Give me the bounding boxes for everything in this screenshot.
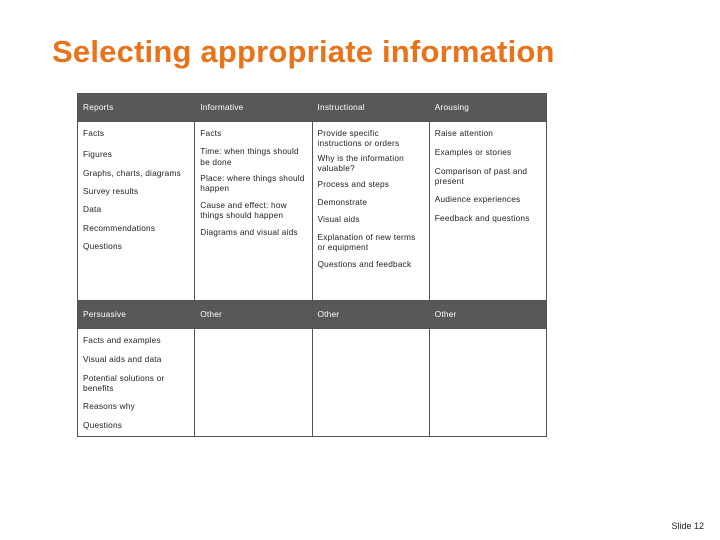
header-informative: Informative (195, 94, 312, 122)
list-item: Diagrams and visual aids (200, 226, 298, 237)
header-row-1 (78, 94, 547, 122)
list-item: Reasons why (83, 401, 136, 412)
list-item: Survey results (83, 186, 139, 197)
list-item: Data (83, 204, 102, 215)
cell-instructional (312, 122, 429, 301)
cell-arousing (429, 122, 546, 301)
list-item: Time: when things should be done (200, 146, 299, 167)
list-item: Figures (83, 149, 113, 160)
list-item: Visual aids (317, 214, 360, 225)
header-arousing: Arousing (429, 94, 546, 122)
header-persuasive: Persuasive (78, 301, 195, 329)
list-item: Comparison of past and present (434, 165, 528, 187)
list-item: Demonstrate (317, 196, 368, 207)
list-item: Examples or stories (434, 147, 512, 158)
list-item: Facts (83, 128, 105, 138)
list-item: Explanation of new terms or equipment (317, 231, 416, 252)
header-instructional: Instructional (312, 94, 429, 122)
list-item: Recommendations (83, 222, 156, 233)
header-other-1: Other (195, 301, 312, 329)
list-item: Why is the information valuable? (317, 152, 404, 174)
list-item: Audience experiences (434, 194, 521, 205)
list-item: Questions (83, 419, 123, 430)
cell-reports (78, 122, 195, 301)
list-item: Potential solutions or benefits (83, 372, 165, 394)
list-item: Place: where things should happen (200, 173, 305, 194)
list-item: Graphs, charts, diagrams (83, 167, 181, 178)
information-table (77, 93, 547, 437)
cell-persuasive (78, 329, 195, 437)
cell-informative (195, 122, 312, 301)
list-item: Raise attention (434, 128, 494, 138)
body-row-2 (78, 329, 547, 437)
header-row-2 (78, 301, 547, 329)
header-reports: Reports (78, 94, 195, 122)
list-item: Questions (83, 241, 123, 252)
list-item: Cause and effect: how things should happen (200, 199, 287, 221)
cell-other-1 (195, 329, 312, 437)
header-other-2: Other (312, 301, 429, 329)
cell-other-3 (429, 329, 546, 437)
body-row-1 (78, 122, 547, 301)
list-item: Facts and examples (83, 335, 161, 345)
list-item: Visual aids and data (83, 354, 162, 365)
list-item: Questions and feedback (317, 259, 412, 270)
cell-other-2 (312, 329, 429, 437)
slide-title: Selecting appropriate information (52, 34, 555, 69)
header-other-3: Other (429, 301, 546, 329)
slide-number: Slide 12 (671, 521, 704, 531)
list-item: Process and steps (317, 179, 390, 190)
list-item: Facts (200, 128, 222, 138)
list-item: Feedback and questions (434, 212, 530, 223)
list-item: Provide specific instructions or orders (317, 128, 400, 149)
